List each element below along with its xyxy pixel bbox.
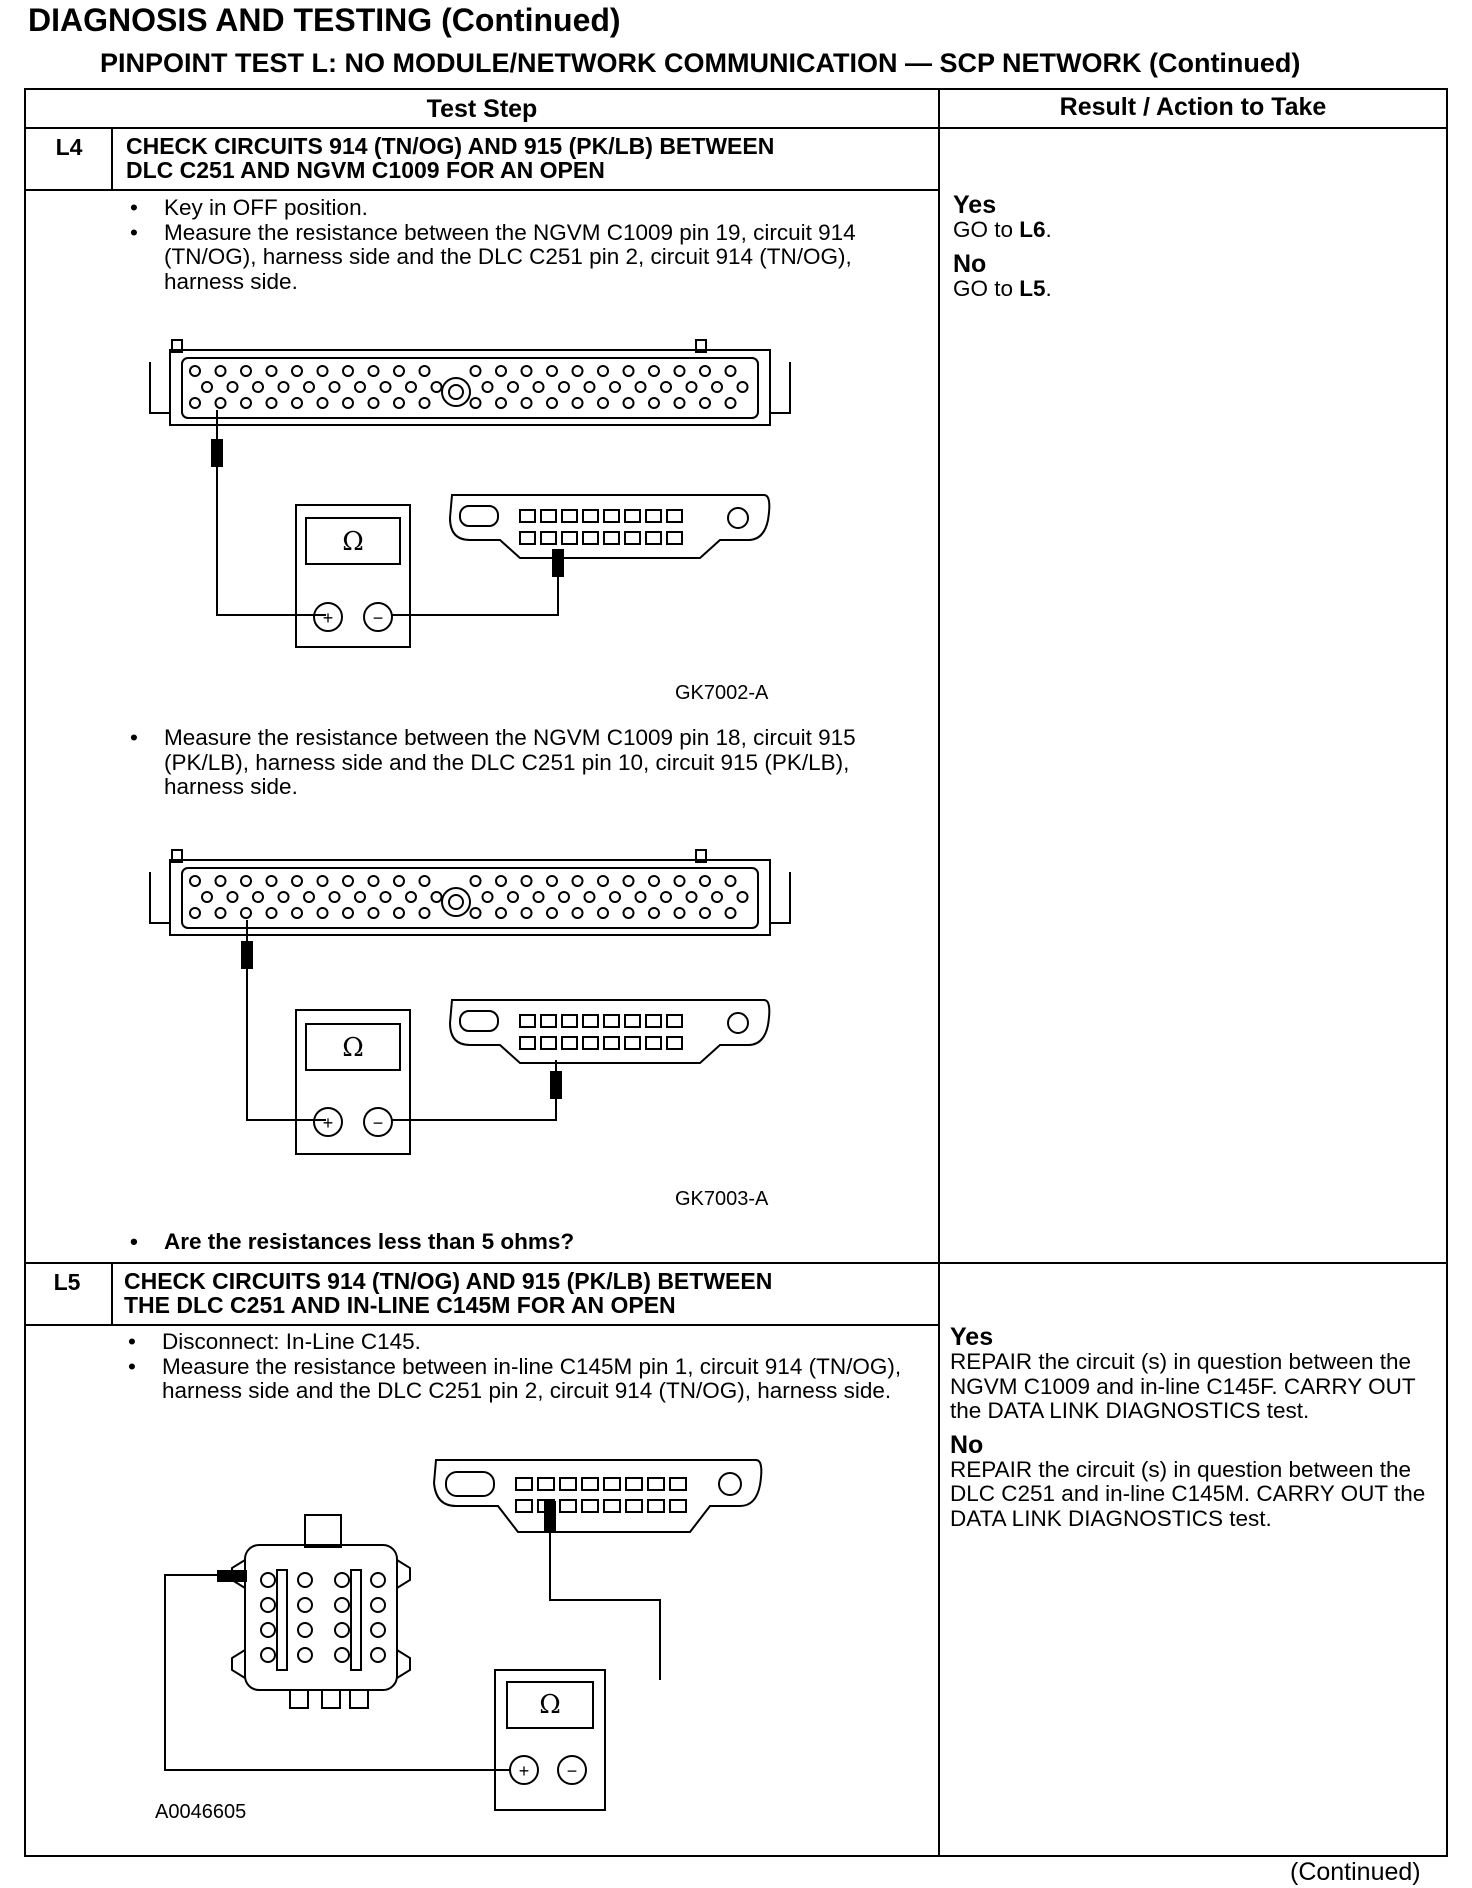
step-ref-link[interactable]: L6 (1019, 217, 1046, 242)
pin (582, 1500, 598, 1512)
instruction-item: • Measure the resistance between the NGVM C1009 pin 18, circuit 915 (PK/LB), harness side and the DLC C251 pin 10, circuit 915 (PK/LB), harness side. (124, 726, 914, 800)
pin (626, 1500, 642, 1512)
minus-terminal: − (372, 608, 384, 628)
pin (261, 1623, 275, 1637)
pin (626, 1478, 642, 1490)
pin (604, 1500, 620, 1512)
pin (604, 1478, 620, 1490)
ohm-symbol: Ω (342, 1033, 364, 1063)
minus-terminal: − (372, 1113, 384, 1133)
step-id: L5 (53, 1269, 81, 1295)
result-answer: Yes (950, 1323, 994, 1351)
pin (670, 1478, 686, 1490)
step-title-line: CHECK CIRCUITS 914 (TN/OG) AND 915 (PK/LB) BETWEEN (124, 1268, 773, 1294)
connector-cavities (261, 1573, 385, 1662)
pin (648, 1500, 664, 1512)
pin (516, 1478, 532, 1490)
dlc-pins (516, 1478, 686, 1512)
page-title: DIAGNOSIS AND TESTING (Continued) (28, 2, 621, 38)
minus-terminal: − (566, 1761, 578, 1781)
pin (670, 1500, 686, 1512)
pin (371, 1598, 385, 1612)
instruction-item: • Key in OFF position. (124, 196, 904, 221)
pin (371, 1648, 385, 1662)
pin (371, 1573, 385, 1587)
pin (516, 1500, 532, 1512)
result-answer: No (953, 249, 987, 278)
header-result: Result / Action to Take (1059, 93, 1327, 121)
figure-id: GK7003-A (675, 1188, 769, 1210)
plus-terminal: + (322, 608, 334, 628)
ohm-symbol: Ω (539, 1690, 561, 1720)
pin (298, 1573, 312, 1587)
dlc-c251-connector (434, 1460, 761, 1532)
pin (371, 1623, 385, 1637)
pin (335, 1598, 349, 1612)
step-title-line: DLC C251 AND NGVM C1009 FOR AN OPEN (126, 157, 605, 183)
step-ref-link[interactable]: L5 (1019, 275, 1046, 301)
plus-terminal: + (322, 1113, 334, 1133)
instruction-item: • Measure the resistance between the NGVM C1009 pin 19, circuit 914 (TN/OG), harness side and the DLC C251 pin 2, circuit 914 (TN/OG), harness side. (124, 221, 904, 295)
pin (298, 1598, 312, 1612)
pin (261, 1598, 275, 1612)
ohm-symbol: Ω (342, 527, 364, 557)
action-text: GO to (953, 275, 1020, 301)
pin (261, 1573, 275, 1587)
pin (335, 1648, 349, 1662)
action-text: . (1045, 275, 1052, 301)
pin (298, 1623, 312, 1637)
result-action: REPAIR the circuit (s) in question between the DLC C251 and in-line C145M. CARRY OUT the DATA LINK DIAGNOSTICS test. (950, 1456, 1426, 1531)
pin (560, 1500, 576, 1512)
pin (335, 1623, 349, 1637)
figure-id: A0046605 (155, 1801, 247, 1823)
pin (335, 1573, 349, 1587)
pin (538, 1478, 554, 1490)
action-text: . (1045, 217, 1052, 242)
test-lead-plus (545, 1502, 660, 1680)
pin (582, 1478, 598, 1490)
header-test-step: Test Step (426, 95, 538, 123)
instruction-item: • Disconnect: In-Line C145. (122, 1330, 912, 1355)
instruction-item: • Measure the resistance between in-line C145M pin 1, circuit 914 (TN/OG), harness side and the DLC C251 pin 2, circuit 914 (TN/OG), harness side. (122, 1355, 912, 1404)
in-line-c145m-connector (232, 1515, 410, 1708)
result-answer: Yes (953, 191, 997, 219)
step-title-line: THE DLC C251 AND IN-LINE C145M FOR AN OPEN (124, 1292, 676, 1318)
question-item: • Are the resistances less than 5 ohms? (124, 1230, 904, 1255)
pin (648, 1478, 664, 1490)
pin (261, 1648, 275, 1662)
action-text: GO to (953, 217, 1020, 242)
page-subtitle: PINPOINT TEST L: NO MODULE/NETWORK COMMUNICATION — SCP NETWORK (Continued) (100, 48, 1301, 78)
continued-footer: (Continued) (1290, 1858, 1421, 1886)
step-id: L4 (55, 134, 83, 160)
step-results (950, 1324, 1440, 1531)
result-action: REPAIR the circuit (s) in question between the NGVM C1009 and in-line C145F. CARRY OUT the DATA LINK DIAGNOSTICS test. (950, 1349, 1416, 1423)
step-title-line: CHECK CIRCUITS 914 (TN/OG) AND 915 (PK/LB) BETWEEN (126, 133, 775, 159)
pin (298, 1648, 312, 1662)
figure-id: GK7002-A (675, 682, 769, 704)
result-answer: No (950, 1430, 984, 1459)
pin (560, 1478, 576, 1490)
plus-terminal: + (518, 1761, 530, 1781)
